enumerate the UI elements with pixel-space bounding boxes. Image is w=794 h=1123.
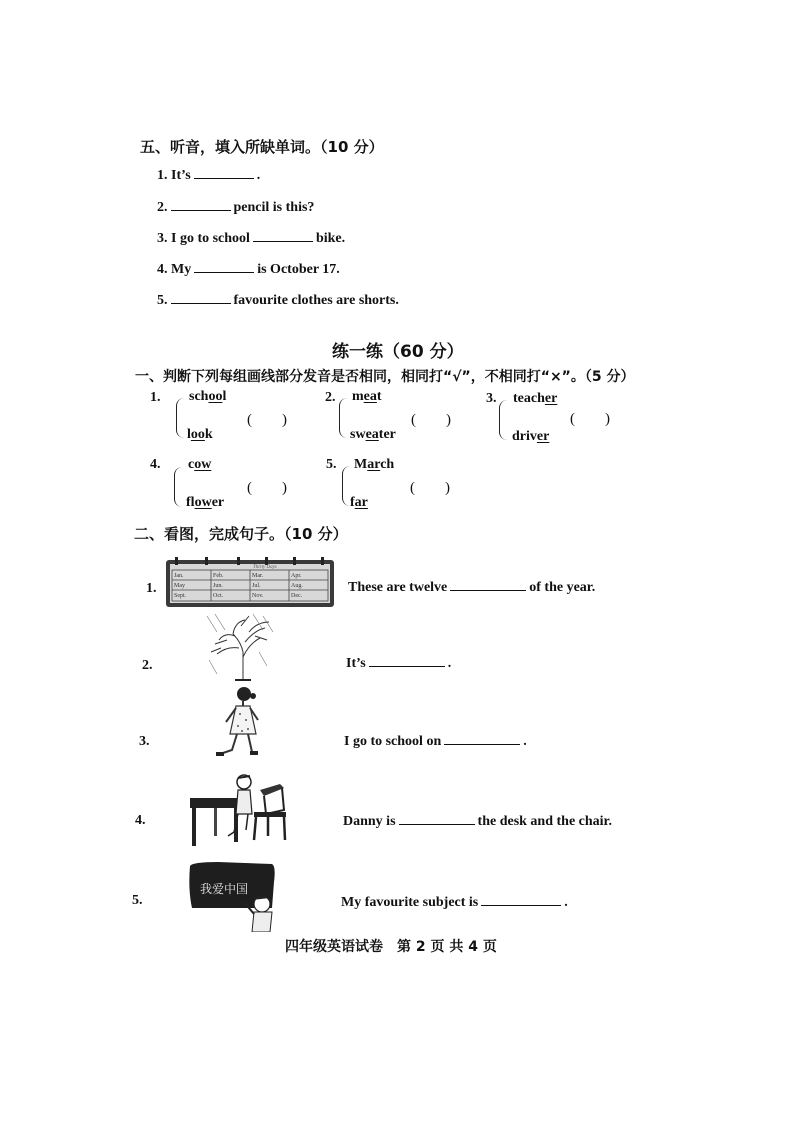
answer-parens[interactable]: ( ) (247, 480, 287, 496)
month-label: Jun. (213, 583, 223, 589)
month-label: Aug. (291, 583, 303, 589)
sentence-4: Danny is the desk and the chair. (343, 814, 612, 829)
page-footer: 四年级英语试卷 第 2 页 共 4 页 (285, 939, 497, 955)
item-number: 1. (146, 581, 157, 596)
sentence-5: My favourite subject is . (341, 895, 568, 910)
word-1: cow (188, 457, 212, 472)
month-label: May (174, 583, 185, 589)
sentence-3: I go to school on . (344, 734, 527, 749)
group-number: 1. (150, 390, 161, 405)
s5-item-4: 4. My is October 17. (157, 262, 340, 277)
s5-item-5: 5. favourite clothes are shorts. (157, 293, 399, 308)
answer-blank[interactable] (194, 177, 254, 179)
answer-parens[interactable]: ( ) (247, 412, 287, 428)
s5-item-2: 2. pencil is this? (157, 200, 315, 215)
answer-parens[interactable]: ( ) (410, 480, 450, 496)
sentence-1: These are twelve of the year. (348, 580, 596, 595)
desk-chair-image (188, 770, 288, 848)
word-1: school (189, 389, 227, 404)
word-2: driver (512, 429, 550, 444)
answer-blank[interactable] (171, 302, 231, 304)
answer-blank[interactable] (253, 240, 313, 242)
answer-blank[interactable] (399, 823, 475, 825)
answer-blank[interactable] (450, 589, 526, 591)
answer-parens[interactable]: ( ) (570, 411, 610, 427)
group-number: 5. (326, 457, 337, 472)
word-2: flower (186, 495, 225, 510)
part-1-title: 一、判断下列每组画线部分发音是否相同，相同打“√”，不相同打“×”。（5 分） (135, 369, 635, 385)
month-label: Apr. (291, 573, 302, 579)
month-label: Sept. (174, 593, 187, 599)
answer-blank[interactable] (444, 743, 520, 745)
s5-item-1: 1. It’s . (157, 168, 261, 183)
section-5-title: 五、听音，填入所缺单词。（10 分） (140, 138, 384, 156)
windy-tree-image (205, 612, 275, 682)
group-number: 2. (325, 390, 336, 405)
part-2-title: 二、看图，完成句子。（10 分） (134, 525, 348, 543)
month-label: Jan. (174, 573, 184, 579)
word-2: far (350, 495, 368, 510)
month-label: Mar. (252, 573, 264, 579)
group-number: 3. (486, 391, 497, 406)
item-number: 4. (135, 813, 146, 828)
item-number: 3. (139, 734, 150, 749)
answer-blank[interactable] (481, 904, 561, 906)
word-1: March (354, 457, 395, 472)
word-1: teacher (513, 391, 558, 406)
month-label: Dec. (291, 593, 303, 599)
walking-girl-image (212, 684, 267, 762)
word-2: sweater (350, 427, 396, 442)
s5-item-3: 3. I go to school bike. (157, 231, 346, 246)
practice-title: 练一练（60 分） (332, 342, 464, 362)
word-2: look (187, 427, 213, 442)
brace (174, 467, 183, 507)
answer-blank[interactable] (171, 209, 231, 211)
brace (176, 398, 185, 438)
calendar-title: Thirty Days (253, 565, 277, 570)
month-label: Nov. (252, 593, 264, 599)
sentence-2: It’s . (346, 656, 452, 671)
group-number: 4. (150, 457, 161, 472)
calendar-image (165, 556, 335, 608)
month-label: Jul. (252, 583, 261, 589)
month-label: Oct. (213, 593, 224, 599)
answer-blank[interactable] (194, 271, 254, 273)
brace (499, 400, 508, 440)
item-number: 5. (132, 893, 143, 908)
answer-blank[interactable] (369, 665, 445, 667)
board-text: 我爱中国 (200, 882, 249, 896)
answer-parens[interactable]: ( ) (411, 412, 451, 428)
blackboard-image (188, 860, 276, 932)
month-label: Feb. (213, 573, 224, 579)
item-number: 2. (142, 658, 153, 673)
brace (339, 398, 348, 438)
word-1: meat (352, 389, 382, 404)
